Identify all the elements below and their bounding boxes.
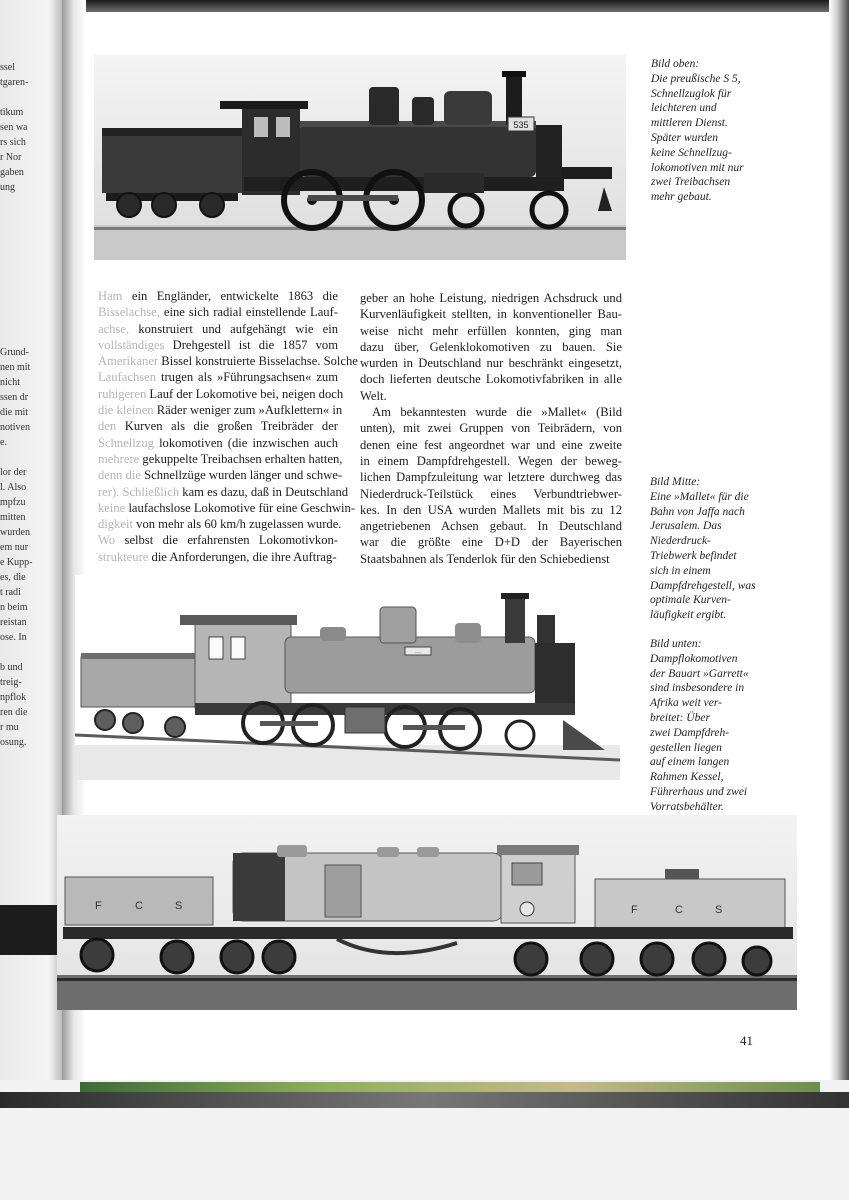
adjacent-page-fragment: em nur (0, 542, 29, 553)
adjacent-page-fragment: osung. (0, 737, 27, 748)
caption-bottom-line: Führerhaus und zwei (650, 785, 748, 798)
caption-bottom-line: sind insbesondere in (650, 682, 745, 695)
text-line: Niederdruck-Teilstück eines Verbundtriebwer- (360, 486, 622, 501)
faded-text-fragment: Schnellzug (98, 435, 154, 450)
locomotive-number-plate: 535 (513, 120, 529, 130)
scan-right-edge (829, 0, 849, 1200)
text-line (98, 288, 338, 304)
text-line (98, 532, 338, 548)
faded-text-fragment: Bisselachse, (98, 305, 160, 320)
front-tank-letter: S (715, 904, 723, 916)
rear-tank-letter: S (175, 900, 183, 912)
caption-bottom-line: Dampflokomotiven (650, 652, 738, 665)
text-line-content: gekuppelte Treibachsen erhalten hatten, (142, 451, 343, 466)
text-line: denen eine fest angeordnet war und eine zweite (360, 437, 622, 452)
adjacent-page-fragment: lor der (0, 467, 27, 478)
text-line: war die größte eine D+D der Bayerischen (360, 535, 622, 550)
caption-bottom-line: zwei Dampfdreh- (650, 726, 730, 739)
caption-top-line: mittleren Dienst. (651, 117, 728, 130)
text-line (98, 516, 342, 532)
text-line (98, 549, 338, 565)
rear-tank-letter: F (95, 900, 102, 912)
caption-top-line: zwei Treibachsen (651, 176, 731, 189)
caption-bottom (650, 637, 749, 815)
faded-text-fragment: mehrere (98, 451, 140, 466)
text-line (98, 467, 343, 483)
caption-top-line: mehr gebaut. (651, 191, 712, 204)
text-line-content: ein Engländer, entwickelte 1863 die (131, 289, 338, 303)
caption-bottom-line: breitet: Über (650, 711, 710, 724)
adjacent-page-fragment: r mu (0, 722, 19, 733)
text-line (98, 451, 343, 467)
adjacent-page-fragment: treig- (0, 677, 22, 688)
faded-text-fragment: die kleinen (98, 403, 154, 418)
adjacent-page-fragment: es, die (0, 572, 26, 583)
scan-bottom-shadow (0, 1092, 849, 1108)
text-line: geber an hohe Leistung, niedrigen Achsdruck und (360, 291, 622, 305)
text-line: Kurvenläufigkeit stellten, in konventioneller Bau- (360, 307, 622, 322)
body-text-left-column (98, 288, 358, 565)
adjacent-page-fragment: wurden (0, 527, 30, 538)
caption-middle-line: läufigkeit ergibt. (650, 609, 727, 622)
adjacent-page-fragment: npflok (0, 692, 27, 703)
caption-top-line: Schnellzuglok für (651, 87, 732, 100)
faded-text-fragment: achse, (98, 321, 130, 336)
text-line (98, 484, 349, 500)
text-line: dazu über, Gelenklokomotiven zu bauen. Sie (360, 339, 622, 354)
text-line: lichen Dampfzuleitung war letztere durchweg das (360, 470, 622, 485)
body-text-right-column (360, 290, 622, 567)
text-line: unten), mit zwei Gruppen von Teibrädern, von (360, 421, 622, 436)
caption-top-heading: Bild oben: (651, 58, 700, 70)
text-line-content: Schnellzüge wurden länger und schwe- (144, 468, 343, 483)
caption-middle-heading: Bild Mitte: (650, 476, 701, 488)
faded-text-fragment: Amerikaner (98, 354, 159, 369)
faded-text-fragment: Laufachsen (98, 370, 157, 385)
faded-text-fragment: vollständiges (98, 337, 165, 352)
adjacent-page-fragment: l. Also (0, 482, 27, 493)
caption-bottom-line: Vorratsbehälter. (650, 800, 724, 813)
faded-text-fragment: rer). Schließlich (98, 484, 180, 499)
text-line-content: trugen als »Führungsachsen« zum (160, 370, 338, 385)
text-line (98, 337, 338, 353)
caption-middle-line: Bahn von Jaffa nach (650, 505, 745, 518)
adjacent-page-fragment: b und (0, 662, 23, 673)
text-line (98, 435, 338, 451)
adjacent-page-fragment: r Nor (0, 152, 22, 163)
faded-text-fragment: den (98, 419, 117, 434)
text-line-content: Räder weniger zum »Aufklettern« in (156, 403, 343, 418)
photo-garratt-locomotive (57, 815, 797, 1010)
text-line-content: laufachslose Lokomotive für eine Geschwin- (128, 500, 356, 515)
adjacent-page-fragment: nicht (0, 377, 20, 388)
front-tank-letter: F (631, 904, 638, 916)
caption-middle-line: Eine »Mallet« für die (650, 490, 749, 503)
photo-mallet-locomotive (75, 575, 620, 780)
caption-bottom-line: Afrika weit ver- (650, 697, 722, 710)
scan-top-shadow (0, 0, 849, 12)
caption-top (651, 57, 744, 205)
caption-top-line: keine Schnellzug- (651, 146, 732, 159)
text-line-content: lokomotiven (die inzwischen auch (159, 435, 338, 450)
text-line (98, 369, 338, 385)
caption-bottom-line: der Bauart »Garrett« (650, 667, 749, 680)
text-line: kes. In den USA wurden Mallets mit bis zu 12 (360, 502, 622, 517)
adjacent-page-fragment: Grund- (0, 347, 29, 358)
caption-middle-line: optimale Kurven- (650, 594, 731, 607)
caption-top-line: lokomotiven mit nur (651, 161, 744, 174)
text-line (98, 500, 356, 516)
adjacent-page-fragment: tikum (0, 107, 24, 118)
faded-text-fragment: Ham (98, 289, 123, 303)
caption-top-line: Die preußische S 5, (651, 72, 741, 85)
text-line-content: konstruiert und aufgehängt wie ein (138, 321, 338, 336)
caption-top-line: leichteren und (651, 102, 717, 115)
adjacent-page-fragment: e Kupp- (0, 557, 33, 568)
adjacent-page-fragment: ung (0, 182, 15, 193)
caption-top-line: Später wurden (651, 131, 718, 144)
adjacent-page-fragment: ssen dr (0, 392, 29, 403)
faded-text-fragment: keine (98, 500, 126, 515)
book-cover-edge (80, 1082, 820, 1092)
faded-text-fragment: Wo (98, 533, 116, 548)
adjacent-page-fragment: n beim (0, 602, 28, 613)
locomotive-plate: ··· (415, 650, 421, 656)
front-tank-letter: C (675, 904, 683, 916)
text-line: in einem Dampfdrehgestell. Wegen der beweg- (360, 453, 622, 468)
page-number: 41 (740, 1033, 753, 1048)
text-line: wurden in Deutschland nur beschränkt eingesetzt, (360, 356, 622, 371)
adjacent-page-fragment: reistan (0, 617, 27, 628)
adjacent-page-fragment: nen mit (0, 362, 31, 373)
text-line-content: von mehr als 60 km/h zugelassen wurde. (136, 517, 342, 532)
text-line-content: selbst die erfahrensten Lokomotivkon- (124, 533, 338, 548)
adjacent-page-fragment: notiven (0, 422, 30, 433)
caption-bottom-line: auf einem langen (650, 756, 730, 769)
caption-middle-line: Jerusalem. Das (650, 520, 722, 533)
photo-prussian-s5-locomotive (94, 55, 626, 260)
text-line (98, 304, 338, 320)
caption-middle-line: sich in einem (650, 564, 711, 577)
text-line-content: Bissel konstruierte Bisselachse. Solche (161, 354, 358, 369)
adjacent-page-fragment: ose. In (0, 632, 27, 643)
text-line (98, 353, 358, 369)
text-line-content: kam es dazu, daß in Deutschland (182, 484, 349, 499)
text-line-content: die Anforderungen, die ihre Auftrag- (151, 549, 337, 564)
text-line (98, 418, 338, 434)
rear-tank-letter: C (135, 900, 143, 912)
adjacent-page-fragment: die mit (0, 407, 29, 418)
text-line (98, 386, 344, 402)
caption-middle-line: Triebwerk befindet (650, 549, 737, 562)
text-line-content: Drehgestell ist die 1857 vom (172, 337, 338, 352)
faded-text-fragment: strukteure (98, 549, 149, 564)
adjacent-page-fragment: ssel (0, 62, 15, 73)
caption-bottom-line: Rahmen Kessel, (650, 771, 724, 784)
adjacent-page-fragment: mitten (0, 512, 26, 523)
text-line: angetriebenen Achsen gebaut. In Deutschland (360, 519, 622, 534)
text-line: Welt. (360, 388, 387, 403)
faded-text-fragment: denn die (98, 468, 142, 483)
caption-middle-line: Niederdruck- (650, 535, 711, 548)
adjacent-page-fragment: gaben (0, 167, 24, 178)
text-line-content: Kurven als die großen Treibräder der (124, 419, 338, 434)
text-line: Am bekanntesten wurde die »Mallet« (Bild (372, 405, 622, 420)
text-line: weise nicht mehr erfüllen konnten, ging man (360, 323, 622, 338)
text-line (98, 321, 338, 337)
caption-bottom-line: gestellen liegen (650, 741, 722, 754)
text-line-content: eine sich radial einstellende Lauf- (163, 305, 338, 320)
adjacent-page-fragment: rs sich (0, 137, 26, 148)
adjacent-page-fragment: e. (0, 437, 7, 448)
text-line-content: Lauf der Lokomotive bei, neigen doch (149, 386, 344, 401)
adjacent-page-fragment: sen wa (0, 122, 28, 133)
caption-middle-line: Dampfdrehgestell, was (650, 579, 756, 592)
text-line (98, 402, 343, 418)
faded-text-fragment: digkeit (98, 517, 133, 532)
adjacent-page-fragment: ren die (0, 707, 28, 718)
text-line: doch lieferten deutsche Lokomotivfabriken in alle (360, 372, 622, 387)
adjacent-page-fragment: t radi (0, 587, 21, 598)
adjacent-page-fragment: tgaren- (0, 77, 29, 88)
caption-middle (650, 475, 756, 623)
adjacent-page-fragment: mpfzu (0, 497, 26, 508)
caption-bottom-heading: Bild unten: (650, 638, 702, 650)
text-line: Staatsbahnen als Tenderlok für den Schiebedienst (360, 551, 610, 566)
faded-text-fragment: ruhigeren (98, 386, 147, 401)
